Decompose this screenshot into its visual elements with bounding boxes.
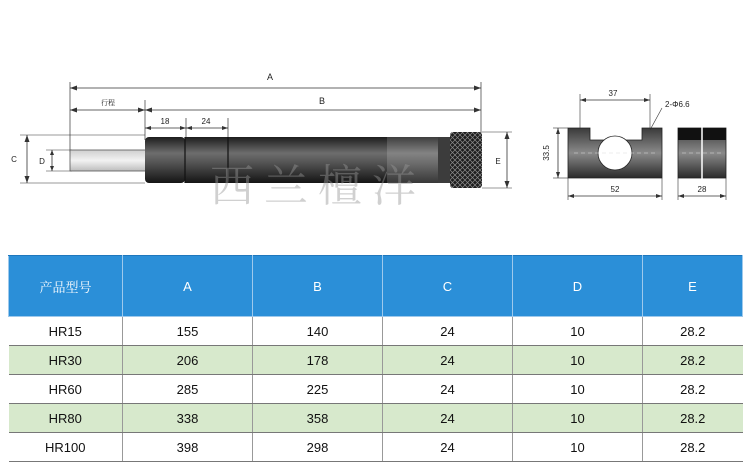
- dimension-a-label: A: [266, 72, 274, 82]
- header-b: B: [253, 256, 383, 317]
- cell-c: 24: [383, 317, 513, 346]
- cell-a: 206: [123, 346, 253, 375]
- cell-d: 10: [513, 346, 643, 375]
- dimension-37: [580, 89, 650, 128]
- table-row: [9, 375, 743, 404]
- cell-model: HR30: [9, 346, 123, 375]
- dimension-52-label: 52: [610, 185, 620, 194]
- dimension-52: [568, 178, 662, 200]
- cell-a: 338: [123, 404, 253, 433]
- hole-callout: [650, 100, 690, 130]
- cell-d: 10: [513, 433, 643, 462]
- cell-d: 10: [513, 375, 643, 404]
- cell-b: 140: [253, 317, 383, 346]
- dimension-18-label: 18: [160, 117, 170, 126]
- watermark: 西兰檀洋: [210, 161, 426, 212]
- cell-c: 24: [383, 346, 513, 375]
- table-row: [9, 317, 743, 346]
- cell-model: HR15: [9, 317, 123, 346]
- mounting-block-front: [568, 128, 662, 178]
- mounting-block-side: [678, 122, 726, 184]
- dimension-b-label: B: [318, 96, 326, 106]
- table-row: [9, 404, 743, 433]
- dimension-e: [482, 132, 512, 188]
- dimension-d-label: D: [39, 157, 45, 166]
- dimension-33-5-label: 33.5: [542, 145, 551, 161]
- stroke-dimension: [70, 98, 145, 113]
- header-c: C: [383, 256, 513, 317]
- header-e: E: [643, 256, 743, 317]
- header-model: 产品型号: [9, 256, 123, 317]
- cell-b: 225: [253, 375, 383, 404]
- cell-e: 28.2: [643, 346, 743, 375]
- cell-d: 10: [513, 404, 643, 433]
- table-header-row: [9, 256, 743, 317]
- cell-b: 178: [253, 346, 383, 375]
- cell-c: 24: [383, 433, 513, 462]
- cell-e: 28.2: [643, 317, 743, 346]
- stroke-label: 行程: [101, 100, 115, 107]
- header-d: D: [513, 256, 643, 317]
- dimension-e-label: E: [495, 157, 501, 166]
- table-row: [9, 433, 743, 462]
- cell-c: 24: [383, 375, 513, 404]
- piston-rod: [70, 150, 146, 171]
- dimension-24-label: 24: [201, 117, 211, 126]
- dimension-d: [39, 150, 72, 171]
- dimension-37-label: 37: [608, 89, 618, 98]
- cell-a: 398: [123, 433, 253, 462]
- cell-e: 28.2: [643, 404, 743, 433]
- cell-b: 358: [253, 404, 383, 433]
- cell-model: HR100: [9, 433, 123, 462]
- cell-c: 24: [383, 404, 513, 433]
- dimension-28-label: 28: [697, 185, 707, 194]
- cell-a: 155: [123, 317, 253, 346]
- spec-table: [8, 255, 743, 462]
- cell-model: HR80: [9, 404, 123, 433]
- header-a: A: [123, 256, 253, 317]
- dimension-18-24: [145, 117, 228, 140]
- cell-b: 298: [253, 433, 383, 462]
- cell-e: 28.2: [643, 375, 743, 404]
- hole-callout-label: 2-Φ6.6: [665, 100, 690, 109]
- cell-model: HR60: [9, 375, 123, 404]
- cell-a: 285: [123, 375, 253, 404]
- cell-e: 28.2: [643, 433, 743, 462]
- cell-d: 10: [513, 317, 643, 346]
- table-row: [9, 346, 743, 375]
- dimension-c-label: C: [11, 155, 17, 164]
- dimension-33-5: [542, 128, 568, 178]
- dimension-b: [145, 96, 481, 140]
